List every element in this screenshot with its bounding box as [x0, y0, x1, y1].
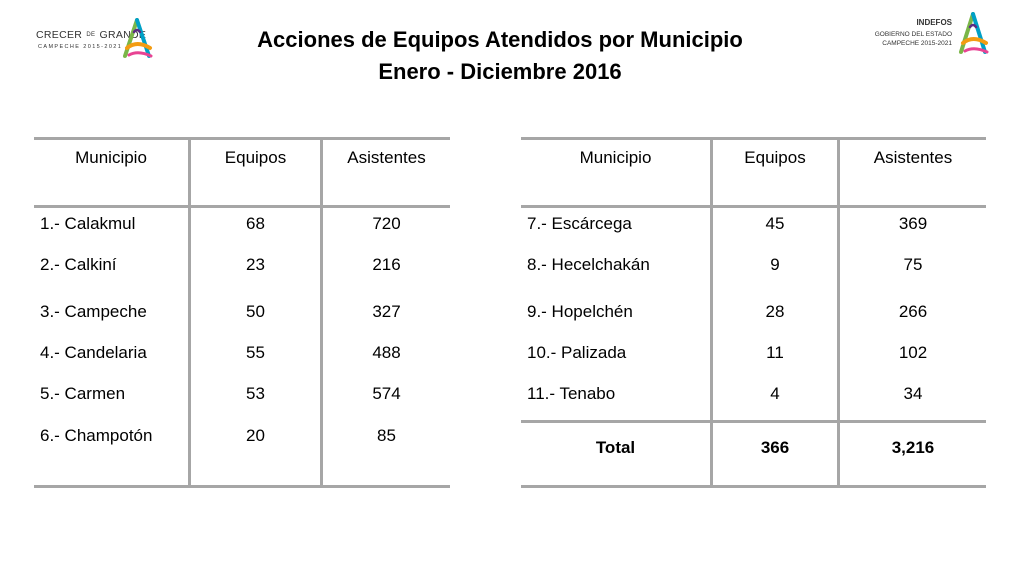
cell-municipio: 5.- Carmen: [40, 384, 126, 403]
total-asistentes: 3,216: [891, 438, 935, 457]
cell-asistentes: 34: [903, 384, 923, 403]
cell-equipos: 55: [246, 343, 265, 362]
table-rule: [521, 205, 986, 208]
table-rule: [34, 205, 450, 208]
header-equipos: Equipos: [744, 148, 806, 167]
municipios-table-left: [34, 137, 450, 489]
logo-right-line2: GOBIERNO DEL ESTADO: [874, 31, 952, 38]
cell-equipos: 53: [246, 384, 265, 403]
cell-equipos: 23: [246, 255, 265, 274]
cell-asistentes: 574: [372, 384, 401, 403]
header-municipio: Municipio: [579, 148, 652, 167]
cell-municipio: 6.- Champotón: [40, 426, 153, 445]
cell-asistentes: 488: [372, 343, 401, 362]
header-asistentes: Asistentes: [347, 148, 426, 167]
title-line1: Acciones de Equipos Atendidos por Municipio: [257, 27, 743, 52]
municipios-table-right: [521, 137, 986, 489]
cell-equipos: 50: [246, 302, 265, 321]
table-rule: [34, 485, 450, 488]
header-asistentes: Asistentes: [873, 148, 953, 167]
cell-municipio: 1.- Calakmul: [40, 214, 136, 233]
cell-asistentes: 85: [377, 426, 396, 445]
cell-equipos: 20: [246, 426, 265, 445]
title-line2: Enero - Diciembre 2016: [378, 59, 622, 84]
cell-asistentes: 720: [372, 214, 401, 233]
cell-equipos: 68: [246, 214, 265, 233]
cell-equipos: 4: [770, 384, 780, 403]
table-rule: [521, 420, 986, 423]
logo-word-de: DE: [86, 32, 96, 39]
cell-municipio: 11.- Tenabo: [527, 384, 616, 403]
cell-asistentes: 266: [898, 302, 928, 321]
cell-municipio: 9.- Hopelchén: [527, 302, 633, 321]
table-rule: [521, 137, 986, 140]
header-equipos: Equipos: [224, 148, 287, 167]
cell-asistentes: 75: [903, 255, 923, 274]
cell-municipio: 4.- Candelaria: [40, 343, 147, 362]
page-title: [0, 24, 1000, 88]
cell-equipos: 45: [765, 214, 785, 233]
cell-equipos: 28: [765, 302, 785, 321]
cell-municipio: 7.- Escárcega: [527, 214, 632, 233]
cell-equipos: 11: [766, 343, 784, 362]
cell-asistentes: 102: [898, 343, 928, 362]
cell-municipio: 10.- Palizada: [527, 343, 627, 362]
logo-right-line3: CAMPECHE 2015-2021: [882, 40, 952, 47]
table-rule: [521, 485, 986, 488]
logo-right-line1: INDEFOS: [916, 18, 952, 27]
table-rule: [34, 137, 450, 140]
logo-word-crecer: CRECER: [36, 29, 83, 41]
logo-left-subtitle: CAMPECHE 2015-2021: [38, 44, 123, 50]
cell-asistentes: 327: [372, 302, 401, 321]
logo-word-grande: GRANDE: [99, 29, 147, 41]
cell-municipio: 8.- Hecelchakán: [527, 255, 650, 274]
cell-municipio: 3.- Campeche: [40, 302, 147, 321]
total-label: Total: [595, 438, 636, 457]
total-equipos: 366: [760, 438, 790, 457]
cell-municipio: 2.- Calkiní: [40, 255, 117, 274]
header-municipio: Municipio: [75, 148, 147, 167]
cell-equipos: 9: [770, 255, 780, 274]
cell-asistentes: 369: [898, 214, 928, 233]
cell-asistentes: 216: [372, 255, 401, 274]
